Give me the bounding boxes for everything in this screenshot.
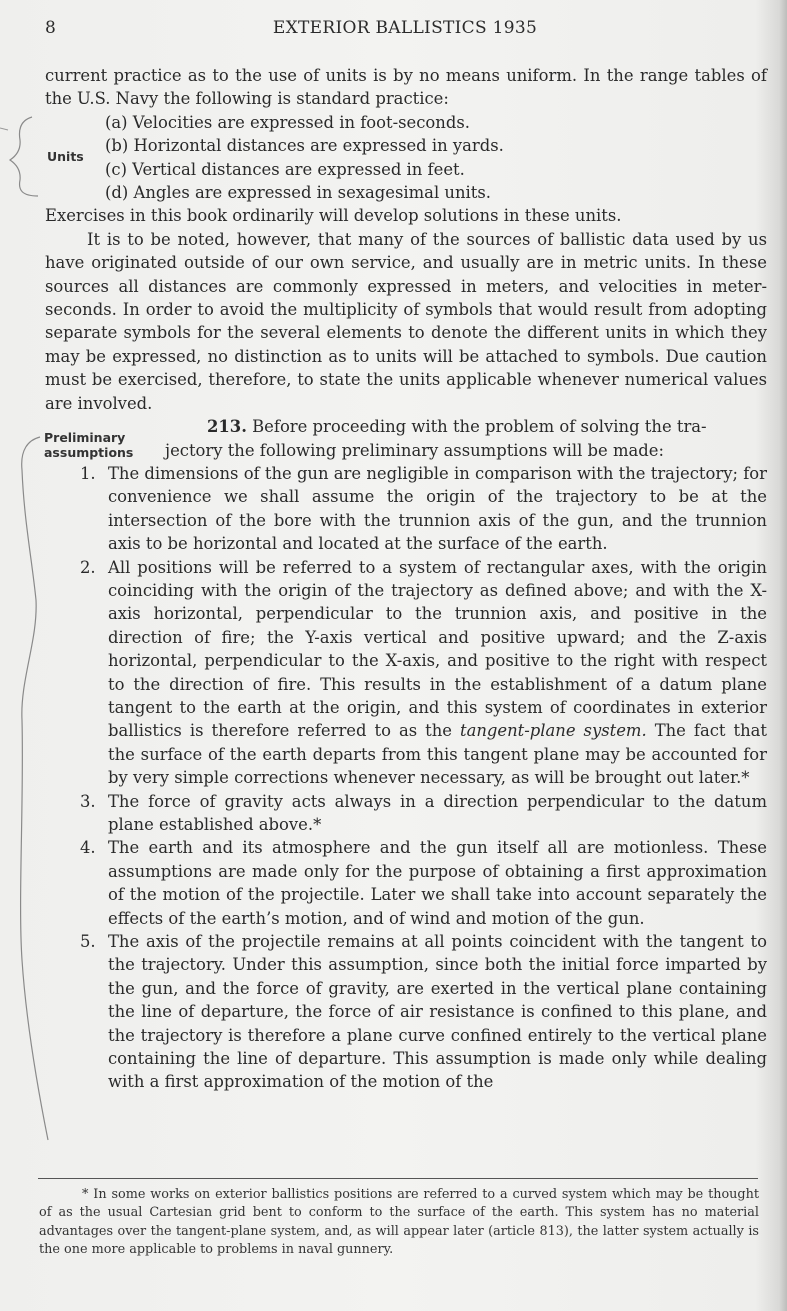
assumption-number: 3. — [80, 791, 96, 811]
running-title: EXTERIOR BALLISTICS 1935 — [272, 18, 538, 38]
assumption-italic-term: tangent-plane system. — [460, 721, 647, 741]
assumption-text: The earth and its atmosphere and the gun itself all are motionless. These assumptions are made only for the purpose of obtaining a first approximation of the motion of the projectile. Later we shall take into account separately the effects of the earth’s motion, and of wind and motion of the gun. — [108, 838, 767, 928]
paragraph-intro: current practice as to the use of units is by no means uniform. In the range tables of the U.S. Navy the following is standard practice: — [45, 66, 767, 109]
page-number: 8 — [45, 18, 57, 38]
assumption-number: 4. — [80, 838, 96, 858]
assumption-text: All positions will be referred to a system of rectangular axes, with the origin coinciding with the origin of the trajectory as defined above; and with the X-axis horizontal, perpendicular to the trunnion axis, and positive in the direction of fire; the Y-axis vertical and positive upward; and the Z-axis horizontal, perpendicular to the X-axis, and positive to the right with respect to the direction of fire. This results in the establishment of a datum plane tangent to the earth at the origin, and this system of coordinates in exterior ballistics is therefore referred to as the — [108, 557, 767, 741]
assumption-item — [45, 836, 767, 930]
section-213-intro — [45, 415, 767, 438]
assumption-item — [45, 556, 767, 790]
assumption-text: The axis of the projectile remains at all points coincident with the tangent to the trajectory. Under this assumption, since both the initial force imparted by the gun, and the force of gravity, are exerted in the vertical plane containing the line of departure, the force of air resistance is confined to this plane, and the trajectory is therefore a plane curve confined entirely to the vertical plane containing the line of departure. This assumption is made only while dealing with a first approximation of the motion of the — [108, 932, 767, 1092]
paragraph-units-note: It is to be noted, however, that many of the sources of ballistic data used by us have originated outside of our own service, and usually are in metric units. In these sources all distances are commonly expressed in meters, and velocities in meter-seconds. In order to avoid the multiplicity of symbols that would result from adopting separate symbols for the several elements to denote the different units in which they may be expressed, no distinction as to units will be attached to symbols. Due caution must be exercised, therefore, to state the units applicable whenever numerical values are involved. — [45, 229, 767, 413]
footnote-divider — [38, 1178, 758, 1179]
units-list-item: (d) Angles are expressed in sexagesimal units. — [105, 183, 491, 203]
assumption-number: 1. — [80, 463, 96, 483]
assumption-text: The dimensions of the gun are negligible in comparison with the trajectory; for convenience we shall assume the origin of the trajectory to be at the intersection of the bore with the trunnion axis of the gun, and the trunnion axis to be horizontal and located at the surface of the earth. — [108, 463, 767, 554]
body-text — [45, 64, 767, 1094]
assumption-text: The fact that the surface of the earth departs from this tangent plane may be accounted for by very simple corrections whenever necessary, as will be brought out later.* — [108, 721, 767, 788]
units-list-item: (c) Vertical distances are expressed in feet. — [105, 159, 465, 179]
assumption-item — [45, 462, 767, 556]
page-header — [45, 18, 765, 42]
assumption-item — [45, 930, 767, 1094]
assumption-text: The force of gravity acts always in a direction perpendicular to the datum plane established above.* — [108, 791, 767, 834]
assumptions-list — [45, 462, 767, 1094]
margin-note-line: Preliminary — [44, 430, 126, 445]
footnote — [39, 1186, 759, 1260]
units-list-item: (a) Velocities are expressed in foot-seconds. — [105, 112, 470, 132]
assumption-number: 2. — [80, 557, 96, 577]
section-number: 213. — [207, 417, 247, 437]
section-213-intro-cont: jectory the following preliminary assumptions will be made: — [165, 440, 664, 460]
footnote-text: * In some works on exterior ballistics positions are referred to a curved system which may be thought of as the usual Cartesian grid bent to conform to the surface of the earth. This system has no material advantages over the tangent-plane system, and, as will appear later (article 813), the latter system actually is the one more applicable to problems in naval gunnery. — [39, 1187, 759, 1258]
assumption-number: 5. — [80, 932, 96, 952]
paragraph-exercises: Exercises in this book ordinarily will develop solutions in these units. — [45, 206, 622, 226]
units-list-item: (b) Horizontal distances are expressed in yards. — [105, 136, 504, 156]
assumption-item — [45, 790, 767, 837]
section-intro-text: Before proceeding with the problem of solving the tra- — [246, 417, 707, 437]
margin-note-line: assumptions — [44, 445, 134, 460]
units-list — [45, 111, 767, 205]
margin-note-units: Units — [47, 149, 84, 164]
